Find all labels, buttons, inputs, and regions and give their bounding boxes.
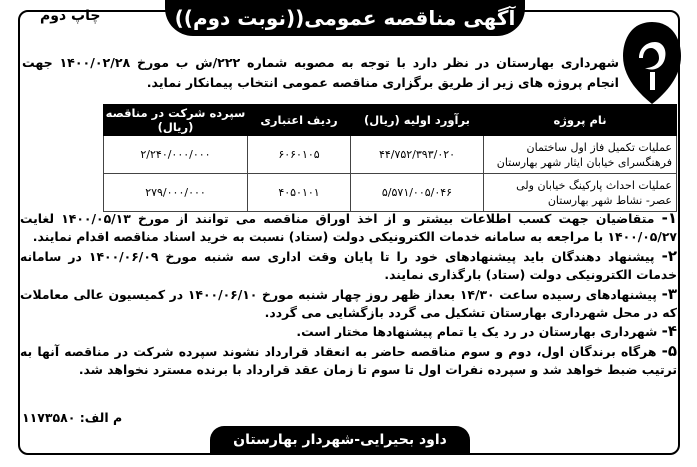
item-number: ۲- bbox=[661, 246, 677, 265]
municipality-logo-icon bbox=[617, 18, 687, 108]
item-text: شهرداری بهارستان در رد یک یا تمام پیشنهادها مختار است. bbox=[296, 324, 662, 340]
organization-name: شهرداری بهارستان bbox=[496, 55, 619, 70]
column-header: نام پروژه bbox=[484, 105, 677, 136]
deposit-cell: ۲۷۹/۰۰۰/۰۰۰ bbox=[104, 174, 248, 212]
print-number: چاپ دوم bbox=[40, 8, 101, 24]
budget-line-cell: ۶۰۶۰۱۰۵ bbox=[248, 136, 351, 174]
list-item bbox=[20, 247, 677, 285]
list-item bbox=[20, 209, 677, 247]
item-text: پیشنهاد دهندگان باید پیشنهادهای خود را تا پایان وقت اداری سه شنبه مورخ ۱۴۰۰/۰۶/۰۹ در سامانه خدمات الکترونیکی دولت (ستاد) بارگذاری نمایند. bbox=[20, 248, 677, 283]
notice-title: آگهی مناقصه عمومی((نوبت دوم)) bbox=[165, 0, 525, 36]
item-number: ۵- bbox=[661, 341, 677, 360]
list-item bbox=[20, 342, 677, 380]
project-name-cell: عملیات تکمیل فاز اول ساختمان فرهنگسرای خیابان ایثار شهر بهارستان bbox=[484, 136, 677, 174]
item-number: ۳- bbox=[661, 284, 677, 303]
item-number: ۴- bbox=[661, 322, 677, 341]
item-text: هرگاه برندگان اول، دوم و سوم مناقصه حاضر به انعقاد قرارداد نشوند سپرده شرکت در مناقصه آنها به ترتیب ضبط خواهد شد و سپرده نفرات اول تا سوم تا زمان عقد قرارداد با برنده مسترد نخواهد شد. bbox=[20, 343, 677, 378]
estimate-cell: ۴۴/۷۵۲/۳۹۳/۰۲۰ bbox=[351, 136, 484, 174]
column-header: سپرده شرکت در مناقصه (ریال) bbox=[104, 105, 248, 136]
column-header: برآورد اولیه (ریال) bbox=[351, 105, 484, 136]
intro-paragraph bbox=[22, 53, 619, 93]
list-item bbox=[20, 285, 677, 323]
signature-banner: داود بحیرایی-شهردار بهارستان bbox=[210, 426, 470, 454]
reference-number: م الف: ۱۱۷۳۵۸۰ bbox=[22, 410, 123, 425]
budget-line-cell: ۴۰۵۰۱۰۱ bbox=[248, 174, 351, 212]
deposit-cell: ۲/۲۴۰/۰۰۰/۰۰۰ bbox=[104, 136, 248, 174]
table-row bbox=[104, 136, 677, 174]
column-header: ردیف اعتباری bbox=[248, 105, 351, 136]
item-text: متقاضیان جهت کسب اطلاعات بیشتر و از اخذ اوراق مناقصه می توانند از مورخ ۱۴۰۰/۰۵/۱۳ لغایت ۱۴۰۰/۰۵/۲۷ با مراجعه به سامانه خدمات الکترونیکی دولت (ستاد) نسبت به خرید اسناد مناقصه اقدام نمایند. bbox=[20, 211, 677, 245]
projects-table bbox=[103, 104, 677, 212]
conditions-list bbox=[20, 209, 677, 380]
table-header-row bbox=[104, 105, 677, 136]
project-name-cell: عملیات احداث پارکینگ خیابان ولی عصر- نشاط شهر بهارستان bbox=[484, 174, 677, 212]
list-item bbox=[20, 322, 677, 341]
intro-text: در نظر دارد با توجه به مصوبه شماره ۲۲۲/ش ب مورخ ۱۴۰۰/۰۲/۲۸ جهت انجام پروژه های زیر از طریق برگزاری مناقصه عمومی انتخاب پیمانکار نماید. bbox=[22, 55, 619, 90]
item-text: پیشنهادهای رسیده ساعت ۱۴/۳۰ بعداز ظهر روز چهار شنبه مورخ ۱۴۰۰/۰۶/۱۰ در کمیسیون عالی معاملات که در محل شهرداری بهارستان تشکیل می گردد بازگشایی می گردد. bbox=[20, 286, 677, 321]
estimate-cell: ۵/۵۷۱/۰۰۵/۰۴۶ bbox=[351, 174, 484, 212]
table-row bbox=[104, 174, 677, 212]
item-number: ۱- bbox=[661, 209, 677, 227]
